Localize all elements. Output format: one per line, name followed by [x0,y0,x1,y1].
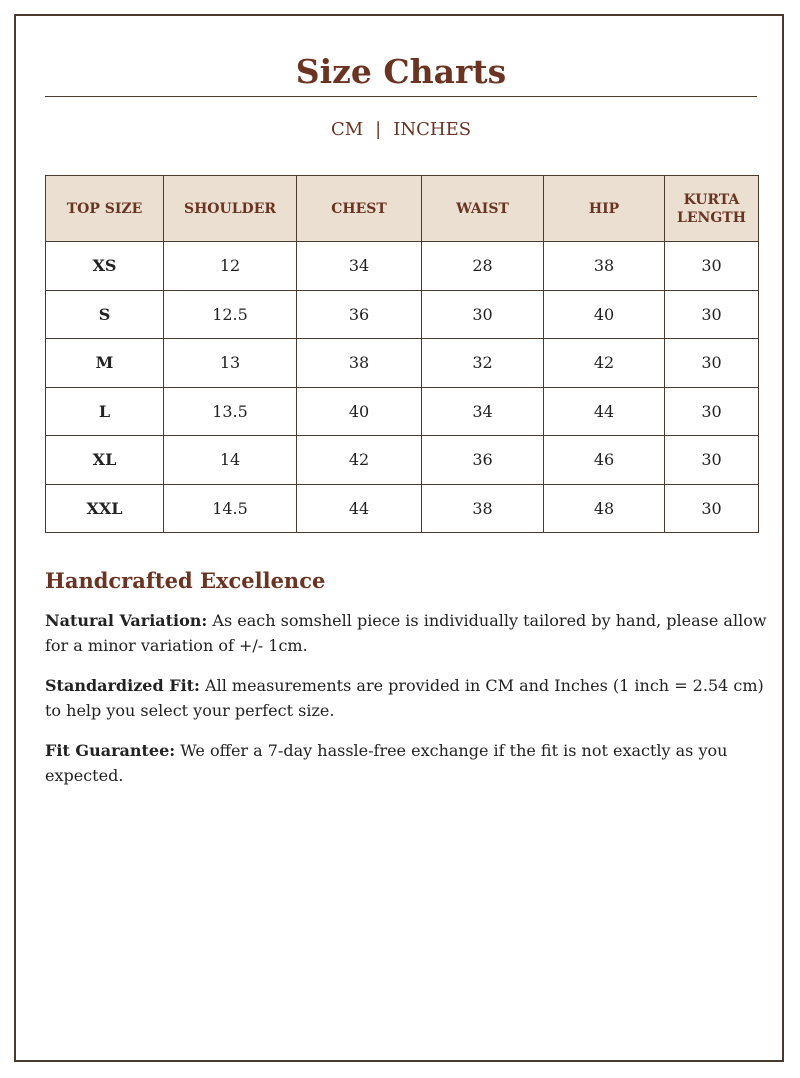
note-standardized-fit [45,673,775,723]
title-divider [45,96,757,97]
chest-cell: 34 [297,242,422,291]
kurta-length-cell: 30 [665,242,759,291]
hip-cell: 48 [544,484,665,533]
note-label: Natural Variation: [45,611,208,630]
table-header-row [46,176,759,242]
size-cell: XS [46,242,164,291]
shoulder-cell: 12.5 [164,290,297,339]
header-kurta-length: KURTA LENGTH [665,176,759,242]
unit-inches-toggle[interactable]: INCHES [393,119,472,140]
size-cell: S [46,290,164,339]
header-shoulder: SHOULDER [164,176,297,242]
note-fit-guarantee [45,738,775,788]
note-text: We offer a 7-day hassle-free exchange if the fit is not exactly as you expected. [45,741,728,785]
hip-cell: 40 [544,290,665,339]
waist-cell: 36 [422,436,544,485]
size-chart-panel [14,14,784,1062]
kurta-length-cell: 30 [665,387,759,436]
waist-cell: 28 [422,242,544,291]
table-row [46,290,759,339]
shoulder-cell: 14.5 [164,484,297,533]
note-natural-variation [45,608,775,658]
chest-cell: 44 [297,484,422,533]
note-label: Fit Guarantee: [45,741,176,760]
notes-heading: Handcrafted Excellence [45,568,326,593]
table-row [46,387,759,436]
hip-cell: 38 [544,242,665,291]
hip-cell: 42 [544,339,665,388]
chest-cell: 42 [297,436,422,485]
chest-cell: 38 [297,339,422,388]
unit-toggle [16,118,786,142]
table-row [46,339,759,388]
size-cell: XXL [46,484,164,533]
unit-cm-toggle[interactable]: CM [330,119,364,140]
header-hip: HIP [544,176,665,242]
header-chest: CHEST [297,176,422,242]
shoulder-cell: 13 [164,339,297,388]
hip-cell: 44 [544,387,665,436]
unit-separator: | [375,119,382,140]
size-cell: XL [46,436,164,485]
header-waist: WAIST [422,176,544,242]
kurta-length-cell: 30 [665,290,759,339]
kurta-length-cell: 30 [665,339,759,388]
note-text: As each somshell piece is individually tailored by hand, please allow for a minor variation of +/- 1cm. [45,611,767,655]
hip-cell: 46 [544,436,665,485]
shoulder-cell: 14 [164,436,297,485]
size-cell: M [46,339,164,388]
waist-cell: 30 [422,290,544,339]
size-cell: L [46,387,164,436]
table-row [46,242,759,291]
waist-cell: 32 [422,339,544,388]
note-label: Standardized Fit: [45,676,200,695]
kurta-length-cell: 30 [665,484,759,533]
chest-cell: 40 [297,387,422,436]
chest-cell: 36 [297,290,422,339]
kurta-length-cell: 30 [665,436,759,485]
waist-cell: 38 [422,484,544,533]
shoulder-cell: 12 [164,242,297,291]
shoulder-cell: 13.5 [164,387,297,436]
notes-section [45,566,775,803]
table-row [46,484,759,533]
note-text: All measurements are provided in CM and Inches (1 inch = 2.54 cm) to help you select your perfect size. [45,676,764,720]
table-row [46,436,759,485]
size-table [45,175,759,533]
header-top-size: TOP SIZE [46,176,164,242]
waist-cell: 34 [422,387,544,436]
page-title: Size Charts [295,52,507,91]
